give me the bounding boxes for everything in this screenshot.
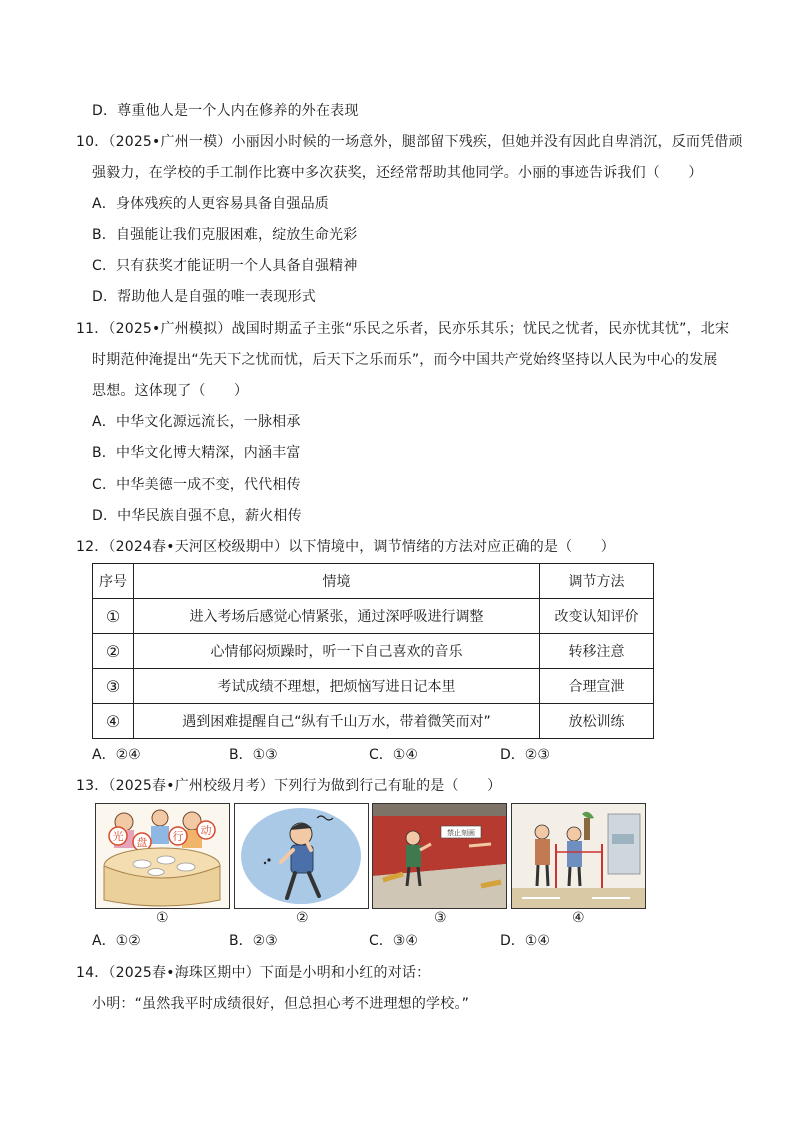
- q12-option-c: C．①④: [369, 747, 418, 763]
- q13-picture-1: [95, 803, 230, 909]
- walking-man-illustration: [235, 804, 368, 908]
- q11-stem-line1: 11．（2025•广州模拟）战国时期孟子主张“乐民之乐者，民亦乐其乐；忧民之忧者，民亦忧其忧”，北宋: [76, 321, 730, 337]
- q12-option-b: B．①③: [229, 747, 278, 763]
- table-cell-number: ①: [93, 599, 134, 634]
- table-cell-situation: 遇到困难提醒自己“纵有千山万水，带着微笑而对”: [134, 704, 540, 739]
- q14-stem: 14．（2025春•海珠区期中）下面是小明和小红的对话：: [76, 965, 431, 981]
- table-header-cell: 情境: [134, 564, 540, 599]
- q13-option-c: C．③④: [369, 933, 418, 949]
- table-cell-method: 合理宣泄: [540, 669, 654, 704]
- campaign-word-2: 盘: [136, 836, 148, 849]
- q11-stem-line2: 时期范仲淹提出“先天下之忧而忧，后天下之乐而乐”，而今中国共产党始终坚持以人民为中心的发展: [92, 352, 718, 368]
- table-row: [93, 599, 654, 634]
- q13-option-b: B．②③: [229, 933, 278, 949]
- q11-option-d: D．中华民族自强不息，薪火相传: [92, 508, 302, 524]
- table-cell-situation: 考试成绩不理想，把烦恼写进日记本里: [134, 669, 540, 704]
- table-row: [93, 704, 654, 739]
- q9-option-d: D．尊重他人是一个人内在修养的外在表现: [92, 103, 359, 119]
- no-carving-sign-text: 禁止刻画: [447, 829, 475, 837]
- table-cell-number: ③: [93, 669, 134, 704]
- q12-option-a: A．②④: [92, 747, 141, 763]
- q11-option-a: A．中华文化源远流长，一脉相承: [92, 414, 301, 430]
- q10-option-c: C．只有获奖才能证明一个人具备自强精神: [92, 258, 358, 274]
- q10-stem-line2: 强毅力，在学校的手工制作比赛中多次获奖，还经常帮助其他同学。小丽的事迹告诉我们（ ）: [92, 165, 703, 181]
- table-row: [93, 669, 654, 704]
- q13-option-a: A．①②: [92, 933, 141, 949]
- table-cell-method: 转移注意: [540, 634, 654, 669]
- picture-3-label: ③: [434, 910, 447, 926]
- table-cell-situation: 心情郁闷烦躁时，听一下自己喜欢的音乐: [134, 634, 540, 669]
- campaign-word-1: 光: [112, 830, 124, 843]
- table-cell-number: ②: [93, 634, 134, 669]
- wall-carving-illustration: [373, 804, 506, 908]
- campaign-word-4: 动: [200, 824, 212, 837]
- q13-picture-4: [511, 803, 646, 909]
- q12-stem: 12．（2024春•天河区校级期中）以下情境中，调节情绪的方法对应正确的是（ ）: [76, 539, 615, 555]
- table-cell-number: ④: [93, 704, 134, 739]
- campaign-word-3: 行: [172, 830, 184, 843]
- q10-option-a: A．身体残疾的人更容易具备自强品质: [92, 196, 329, 212]
- table-header-row: [93, 564, 654, 599]
- table-row: [93, 634, 654, 669]
- q10-option-d: D．帮助他人是自强的唯一表现形式: [92, 289, 316, 305]
- q10-option-b: B．自强能让我们克服困难，绽放生命光彩: [92, 227, 358, 243]
- picture-2-label: ②: [296, 910, 309, 926]
- table-cell-method: 改变认知评价: [540, 599, 654, 634]
- table-cell-method: 放松训练: [540, 704, 654, 739]
- emotion-methods-table: [92, 563, 654, 739]
- dining-table-illustration: [96, 804, 229, 908]
- table-cell-situation: 进入考场后感觉心情紧张，通过深呼吸进行调整: [134, 599, 540, 634]
- q12-options: [92, 746, 652, 764]
- q11-option-b: B．中华文化博大精深，内涵丰富: [92, 445, 301, 461]
- q10-stem-line1: 10．（2025•广州一模）小丽因小时候的一场意外，腿部留下残疾，但她并没有因此自卑消沉，反而凭借顽: [76, 134, 743, 150]
- q11-option-c: C．中华美德一成不变，代代相传: [92, 477, 301, 493]
- picture-1-label: ①: [156, 910, 169, 926]
- picture-4-label: ④: [572, 910, 585, 926]
- table-header-cell: 序号: [93, 564, 134, 599]
- q13-picture-2: [234, 803, 369, 909]
- table-header-cell: 调节方法: [540, 564, 654, 599]
- q12-option-d: D．②③: [500, 747, 550, 763]
- q14-dialogue-line1: 小明：“虽然我平时成绩很好，但总担心考不进理想的学校。”: [92, 996, 470, 1012]
- q13-stem: 13．（2025春•广州校级月考）下列行为做到行己有耻的是（ ）: [76, 778, 502, 794]
- queue-illustration: [512, 804, 645, 908]
- q13-picture-3: [372, 803, 507, 909]
- q13-options: [92, 932, 652, 950]
- q13-option-d: D．①④: [500, 933, 550, 949]
- q11-stem-line3: 思想。这体现了（ ）: [92, 383, 249, 399]
